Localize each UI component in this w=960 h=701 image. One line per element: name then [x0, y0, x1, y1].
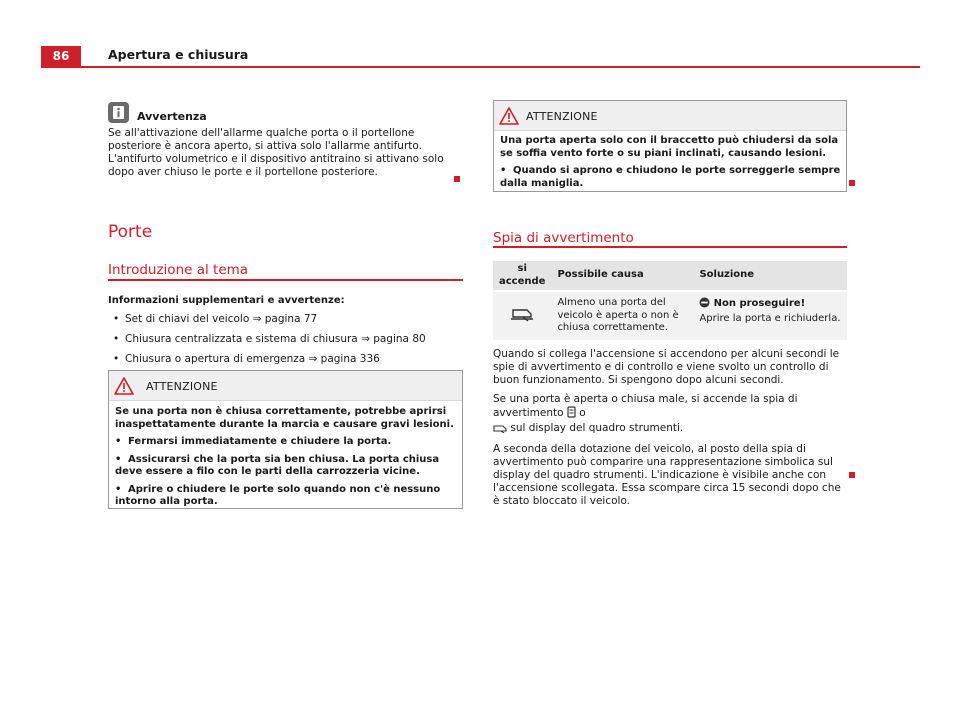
warning-body [115, 406, 457, 514]
warning-bullet: • Quando si aprono e chiudono le porte sorreggerle sempre dalla maniglia. [500, 165, 841, 189]
warning-light-table [493, 261, 847, 340]
header-divider [41, 66, 920, 68]
list-item: • Chiusura centralizzata e sistema di chiusura ⇒ pagina 80 [113, 333, 426, 345]
solution-bold: Non proseguire! [713, 298, 806, 309]
table-cell: Almeno una porta del veicolo è aperta o non è chiusa correttamente. [551, 291, 693, 340]
warning-intro: Una porta aperta solo con il braccetto può chiudersi da sola se soffia vento forte o su piani inclinati, causando lesioni. [500, 135, 839, 159]
warning-triangle-icon [499, 107, 519, 129]
spia-description [493, 348, 847, 514]
warning-title: ATTENZIONE [526, 110, 598, 123]
warning-title: ATTENZIONE [146, 380, 218, 393]
solution-text: Aprire la porta e richiuderla. [699, 312, 841, 324]
page-link[interactable]: Set di chiavi del veicolo ⇒ pagina 77 [125, 313, 318, 325]
warning-header [494, 101, 846, 131]
column-header: si accende [493, 261, 551, 291]
warning-body [500, 135, 842, 195]
note-text: Se all'attivazione dell'allarme qualche porta o il portellone posteriore è ancora aperto, si attiva solo l'allarme antifurto. L'antifurto volumetrico e il dispositivo antitraino si attivano solo dopo aver chiuso le porte e il portellone posteriore. [108, 127, 444, 178]
warning-box [493, 100, 847, 192]
stop-icon [699, 297, 710, 313]
column-header: Soluzione [693, 261, 847, 291]
section-title: Porte [108, 222, 153, 242]
paragraph: A seconda della dotazione del veicolo, al posto della spia di avvertimento può comparire una rappresentazione simbolica sul display del quadro strumenti. L'indicazione è visibile anche con l'accensione scollegata. Essa scompare circa 15 secondi dopo che è stato bloccato il veicolo. [493, 443, 841, 507]
warning-header [109, 371, 462, 401]
spia-divider [493, 246, 847, 248]
list-item: • Set di chiavi del veicolo ⇒ pagina 77 [113, 313, 318, 325]
door-open-warning-icon [493, 424, 507, 437]
note-title: Avvertenza [137, 110, 207, 123]
door-open-warning-icon [493, 291, 551, 340]
warning-box [108, 370, 463, 509]
info-note-icon [108, 102, 129, 123]
paragraph: Quando si collega l'accensione si accendono per alcuni secondi le spie di avvertimento e di controllo e viene svolto un controllo di buon funzionamento. Si spengono dopo alcuni secondi. [493, 348, 840, 386]
section-subtitle: Introduzione al tema [108, 262, 249, 278]
table-header-row [493, 261, 847, 291]
warning-bullet: • Fermarsi immediatamente e chiudere la porta. [115, 436, 392, 447]
page-number: 86 [41, 46, 81, 66]
subtitle-divider [108, 279, 463, 281]
spia-title: Spia di avvertimento [493, 230, 634, 246]
paragraph: Se una porta è aperta o chiusa male, si accende la spia di avvertimento o sul display del quadro strumenti. [493, 393, 847, 437]
warning-triangle-icon [114, 377, 134, 399]
page-link[interactable]: Chiusura centralizzata e sistema di chiusura ⇒ pagina 80 [125, 333, 426, 345]
info-heading: Informazioni supplementari e avvertenze: [108, 295, 345, 306]
end-marker-icon [849, 472, 855, 478]
list-item: • Chiusura o apertura di emergenza ⇒ pagina 336 [113, 353, 380, 365]
page-link[interactable]: Chiusura o apertura di emergenza ⇒ pagina 336 [125, 353, 380, 365]
door-warning-small-icon [567, 406, 576, 422]
warning-bullet: • Aprire o chiudere le porte solo quando non c'è nessuno intorno alla porta. [115, 483, 441, 507]
warning-bullet: • Assicurarsi che la porta sia ben chiusa. La porta chiusa deve essere a filo con le parti della carrozzeria vicine. [115, 453, 440, 477]
page-header-title: Apertura e chiusura [108, 47, 249, 62]
end-marker-icon [849, 180, 855, 186]
column-header: Possibile causa [551, 261, 693, 291]
warning-intro: Se una porta non è chiusa correttamente, potrebbe aprirsi inaspettatamente durante la marcia e causare gravi lesioni. [115, 406, 454, 430]
table-row [493, 291, 847, 340]
end-marker-icon [454, 176, 460, 182]
table-cell [693, 291, 847, 340]
